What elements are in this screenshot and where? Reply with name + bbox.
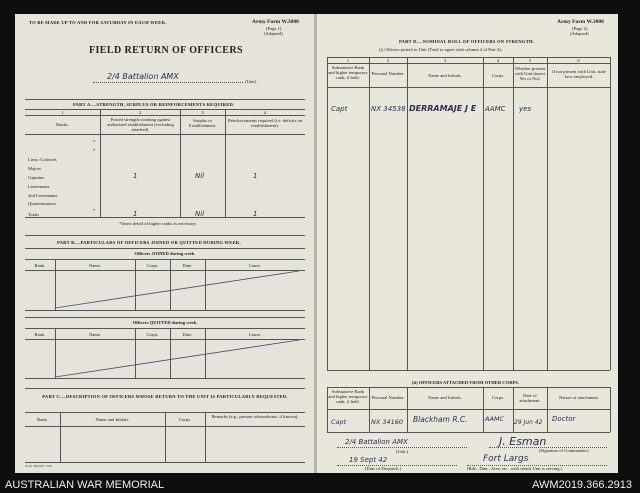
col-header: Nature of attachment. — [559, 395, 599, 400]
footer-accession-number: AWM2019.366.2913 — [532, 479, 632, 491]
col-header: Personal Number. — [371, 395, 405, 400]
rank-row: Majors — [28, 166, 42, 171]
col-number: 4 — [496, 58, 500, 63]
page-label: (Page 1) — [266, 26, 282, 31]
rank-row: Totals — [28, 212, 40, 217]
rank-row: * — [93, 148, 96, 153]
rank-row: 2nd Lieutenants — [28, 193, 58, 198]
footer-institution: AUSTRALIAN WAR MEMORIAL — [5, 479, 165, 491]
captains-reinforcements: 1 — [253, 172, 258, 180]
part-b-heading: PART B.—PARTICULARS OF OFFICERS JOINED OR QUITTED DURING WEEK. — [57, 240, 241, 245]
captains-surplus: Nil — [195, 172, 205, 180]
rank-row: Quartermasters — [28, 201, 57, 206]
col-number: 5 — [528, 58, 532, 63]
col-number: 6 — [577, 58, 580, 63]
part-d-heading: PART D.—NOMINAL ROLL OF OFFICERS ON STRENGTH. — [399, 39, 535, 44]
unit-label: (Unit) — [245, 79, 257, 84]
col-header: Corps. — [178, 417, 192, 422]
col-number: 2 — [138, 110, 142, 115]
signature-label: (Signature of Commander) — [539, 448, 589, 453]
col-header: Substantive Rank and higher temporary rank, if held. — [328, 389, 368, 404]
unit-label: (Unit.) — [395, 449, 409, 454]
col-header: Name. — [88, 263, 102, 268]
col-header: Corps. — [491, 395, 505, 400]
quitted-title: Officers QUITTED during week. — [132, 320, 198, 325]
adapted-label: (Adapted) — [264, 31, 283, 36]
station-label: (Bde., Dtm., Area, etc., with which Unit is serving.) — [467, 466, 563, 471]
totals-surplus: Nil — [195, 210, 205, 218]
joined-title: Officers JOINED during week. — [134, 251, 196, 256]
col-header: Date. — [182, 263, 193, 268]
form-id: Army Form W.3008 — [252, 19, 299, 25]
col-header: Name and Initials. — [428, 395, 462, 400]
part-d-subheading: (i) Officers posted to Unit (Total to agree with column 2 of Part A). — [379, 47, 503, 52]
form-page-2 — [317, 14, 618, 473]
col-header: Whether present with Unit (insert Yes or No). — [514, 66, 546, 81]
roll-number: NX 34538 — [371, 105, 406, 113]
adapted-label: (Adapted) — [570, 31, 589, 36]
col-number: 3 — [443, 58, 447, 63]
col-header: Corps. — [146, 263, 159, 268]
totals-reinforcements: 1 — [253, 210, 258, 218]
form-page-1 — [15, 14, 314, 473]
col-header: Rank. — [37, 417, 48, 422]
roll-name: DERRAMAJE J E — [409, 104, 477, 113]
header-reinforcements: Reinforcements required (i.e. deficits on establishment). — [227, 118, 303, 128]
rank-row: Lieut.-Colonels — [28, 157, 57, 162]
attached-date: 29 Jun 42 — [514, 419, 543, 426]
rank-row: Lieutenants — [28, 184, 50, 189]
despatch-label: (Date of Despatch.) — [365, 466, 402, 471]
attached-rank: Capt — [331, 418, 347, 426]
col-header: Personal Number. — [371, 71, 405, 76]
header-surplus: Surplus to Establishment. — [188, 118, 217, 128]
attached-nature: Doctor — [552, 415, 576, 423]
col-header: Substantive Rank and higher temporary rank, if held. — [328, 65, 368, 80]
col-header: Remarks (e.g., present whereabouts, if known). — [211, 414, 299, 419]
roll-present: yes — [519, 105, 532, 113]
col-number: 1 — [61, 110, 64, 115]
unit-handwritten: 2/4 Battalion AMX — [107, 72, 179, 81]
joined-nil-stroke — [55, 270, 300, 310]
col-header: Rank. — [34, 263, 46, 268]
station-handwritten: Fort Largs — [483, 454, 529, 464]
rank-row: * — [93, 208, 96, 213]
rank-row: * — [93, 139, 96, 144]
form-title: FIELD RETURN OF OFFICERS — [89, 45, 243, 56]
col-header: Corps. — [146, 332, 159, 337]
part-a-footnote: *Insert detail of higher ranks as necessary. — [119, 221, 197, 226]
footer-bar — [0, 475, 640, 493]
header-posted: Posted strength counting against authorized establishment (excluding attached). — [107, 117, 174, 132]
col-header: Name and Initials. — [428, 73, 462, 78]
attached-heading: (ii) OFFICERS ATTACHED FROM OTHER CORPS. — [412, 380, 520, 385]
header-ranks: Ranks. — [56, 122, 69, 127]
print-code: A.W. 35b 621 7/43 — [25, 464, 52, 468]
despatch-handwritten: 19 Sept 42 — [349, 456, 388, 464]
col-header: If not present with Unit, state how employed. — [552, 69, 606, 79]
col-header: Rank. — [34, 332, 46, 337]
col-header: Cause. — [248, 332, 262, 337]
part-c-heading: PART C.—DESCRIPTION OF OFFICERS WHOSE RETURN TO THE UNIT IS PARTICULARLY REQUESTED. — [42, 394, 288, 399]
col-number: 1 — [346, 58, 350, 63]
col-number: 3 — [201, 110, 204, 115]
roll-rank: Capt — [331, 105, 348, 113]
col-header: Name and Initials. — [95, 417, 130, 422]
col-number: 2 — [386, 58, 390, 63]
col-header: Date. — [182, 332, 193, 337]
col-header: Corps. — [491, 73, 505, 78]
rank-row: Captains — [28, 175, 45, 180]
commander-signature: J. Esman — [499, 435, 547, 448]
roll-corps: AAMC — [485, 105, 506, 113]
form-id: Army Form W.3008 — [557, 19, 604, 25]
unit-handwritten: 2/4 Battalion AMX — [345, 438, 408, 446]
attached-name: Blackham R.C. — [413, 415, 468, 424]
totals-posted: 1 — [133, 210, 138, 218]
part-a-heading: PART A.—STRENGTH, SURPLUS OR REINFORCEMENTS REQUIRED. — [73, 102, 235, 107]
captains-posted: 1 — [133, 172, 138, 180]
attached-number: NX 34160 — [371, 418, 404, 426]
col-header: Date of attachment. — [519, 393, 541, 403]
page-label: (Page 2) — [572, 26, 588, 31]
col-header: Cause. — [248, 263, 262, 268]
col-number: 4 — [263, 110, 267, 115]
quitted-nil-stroke — [55, 339, 300, 379]
col-header: Name. — [88, 332, 102, 337]
attached-corps: AAMC — [485, 415, 505, 423]
top-note: TO BE MADE UP TO AND FOR SATURDAY IN EACH WEEK. — [29, 20, 167, 25]
